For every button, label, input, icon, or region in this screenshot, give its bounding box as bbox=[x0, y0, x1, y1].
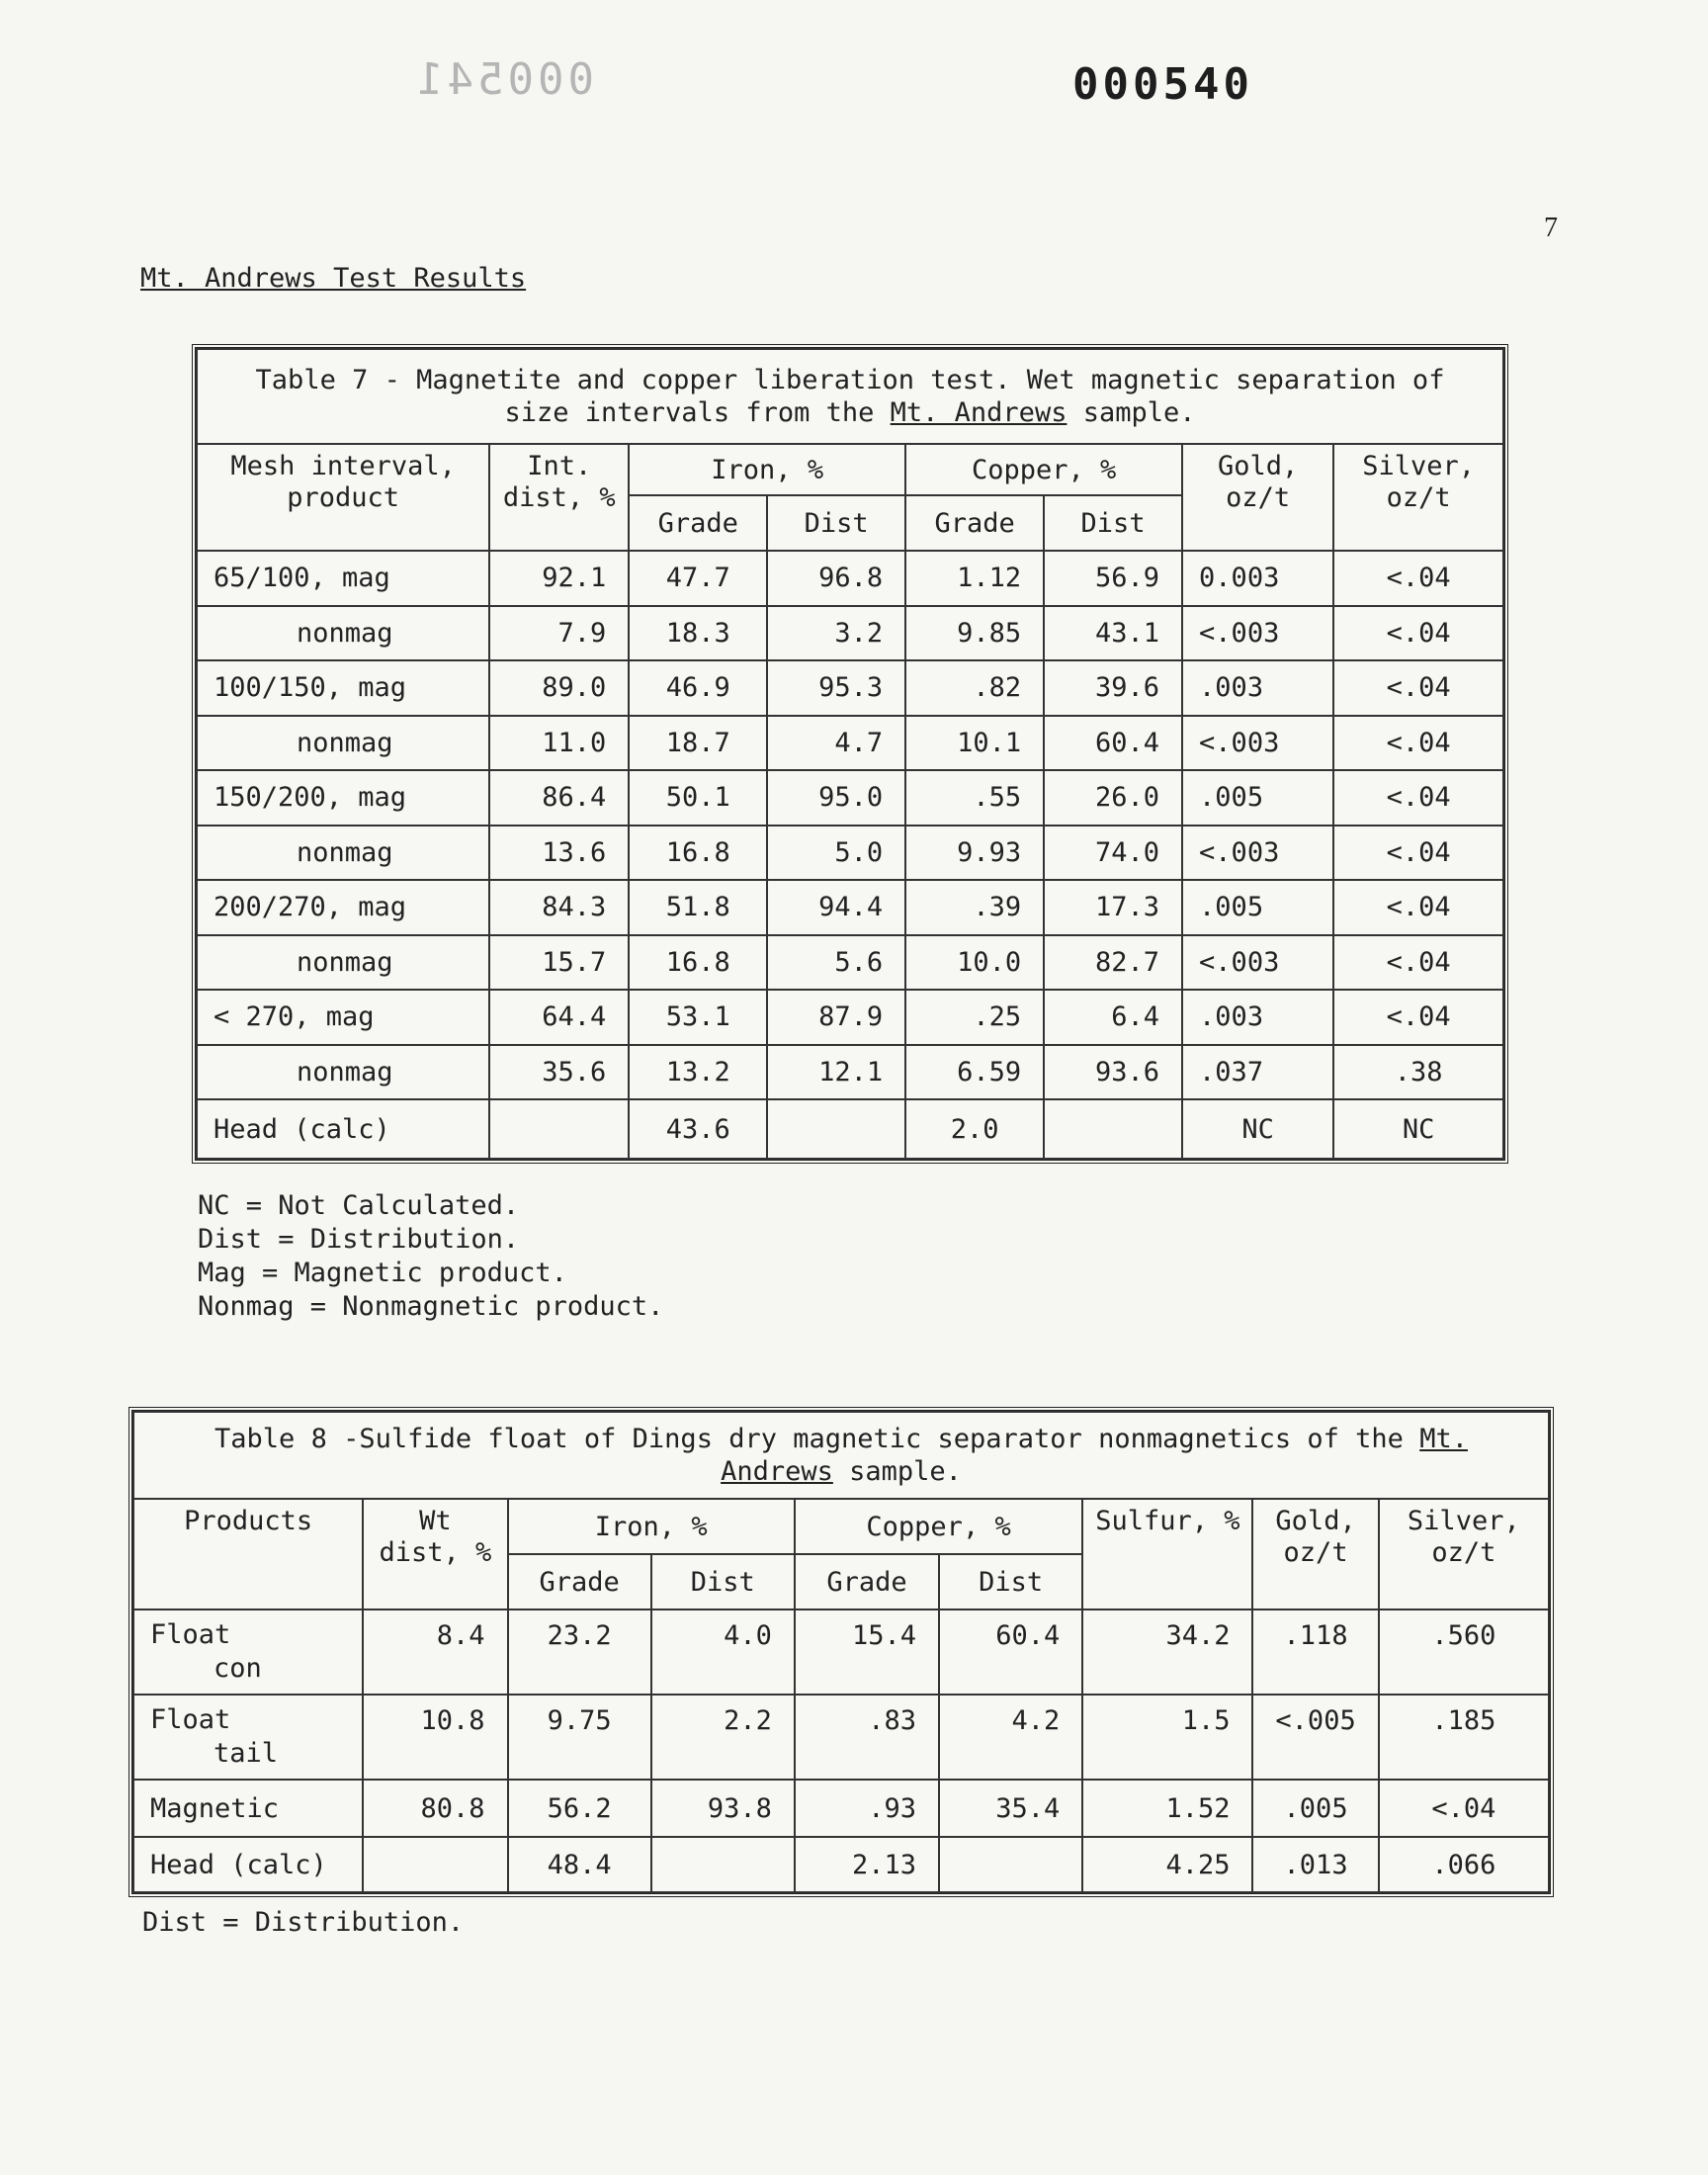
head-copper-grade: 2.13 bbox=[795, 1837, 939, 1892]
gold-cell: .005 bbox=[1182, 770, 1333, 826]
header-iron: Iron, % bbox=[508, 1499, 795, 1554]
int-dist-cell: 84.3 bbox=[489, 880, 629, 935]
gold-cell: .005 bbox=[1252, 1780, 1378, 1837]
head-gold: .013 bbox=[1252, 1837, 1378, 1892]
copper-dist-cell: 4.2 bbox=[939, 1695, 1082, 1780]
copper-grade-cell: 10.1 bbox=[905, 716, 1044, 771]
iron-grade-cell: 9.75 bbox=[508, 1695, 651, 1780]
silver-cell: .560 bbox=[1379, 1610, 1549, 1695]
int-dist-cell: 13.6 bbox=[489, 826, 629, 881]
copper-dist-cell: 56.9 bbox=[1044, 551, 1182, 606]
head-label: Head (calc) bbox=[197, 1099, 489, 1159]
int-dist-cell: 15.7 bbox=[489, 935, 629, 991]
iron-grade-cell: 23.2 bbox=[508, 1610, 651, 1695]
gold-cell: <.003 bbox=[1182, 716, 1333, 771]
head-label: Head (calc) bbox=[133, 1837, 363, 1892]
copper-dist-cell: 82.7 bbox=[1044, 935, 1182, 991]
row-label: nonmag bbox=[197, 716, 489, 771]
header-mesh-interval: Mesh interval, product bbox=[197, 444, 489, 551]
iron-grade-cell: 47.7 bbox=[629, 551, 767, 606]
header-gold: Gold, oz/t bbox=[1182, 444, 1333, 551]
iron-grade-cell: 50.1 bbox=[629, 770, 767, 826]
iron-dist-cell: 4.0 bbox=[651, 1610, 795, 1695]
gold-cell: .037 bbox=[1182, 1045, 1333, 1100]
table-row bbox=[133, 1695, 1549, 1780]
head-sulfur: 4.25 bbox=[1082, 1837, 1252, 1892]
copper-grade-cell: 1.12 bbox=[905, 551, 1044, 606]
iron-dist-cell: 3.2 bbox=[767, 606, 905, 661]
iron-dist-cell: 96.8 bbox=[767, 551, 905, 606]
copper-dist-cell: 60.4 bbox=[939, 1610, 1082, 1695]
header-int-dist: Int. dist, % bbox=[489, 444, 629, 551]
header-products: Products bbox=[133, 1499, 363, 1610]
sulfur-cell: 34.2 bbox=[1082, 1610, 1252, 1695]
iron-grade-cell: 46.9 bbox=[629, 660, 767, 716]
iron-dist-cell: 5.6 bbox=[767, 935, 905, 991]
silver-cell: <.04 bbox=[1333, 880, 1503, 935]
iron-grade-cell: 13.2 bbox=[629, 1045, 767, 1100]
header-silver: Silver, oz/t bbox=[1379, 1499, 1549, 1610]
product-label-cell bbox=[133, 1610, 363, 1695]
gold-cell: .003 bbox=[1182, 660, 1333, 716]
product-label: Float bbox=[150, 1704, 231, 1735]
head-iron-grade: 48.4 bbox=[508, 1837, 651, 1892]
iron-grade-cell: 18.7 bbox=[629, 716, 767, 771]
header-gold: Gold, oz/t bbox=[1252, 1499, 1378, 1610]
table-7-head-row bbox=[197, 1099, 1503, 1159]
head-silver: NC bbox=[1333, 1099, 1503, 1159]
page-number: 7 bbox=[1544, 213, 1558, 243]
header-copper: Copper, % bbox=[905, 444, 1182, 495]
iron-grade-cell: 56.2 bbox=[508, 1780, 651, 1837]
copper-dist-cell: 60.4 bbox=[1044, 716, 1182, 771]
header-copper-dist: Dist bbox=[1044, 495, 1182, 551]
table-row bbox=[197, 826, 1503, 881]
iron-grade-cell: 16.8 bbox=[629, 826, 767, 881]
iron-dist-cell: 95.3 bbox=[767, 660, 905, 716]
header-wt-dist: Wt dist, % bbox=[363, 1499, 507, 1610]
note-line: Nonmag = Nonmagnetic product. bbox=[198, 1291, 664, 1322]
header-iron-grade: Grade bbox=[629, 495, 767, 551]
iron-dist-cell: 95.0 bbox=[767, 770, 905, 826]
table-8 bbox=[128, 1407, 1554, 1897]
gold-cell: <.005 bbox=[1252, 1695, 1378, 1780]
copper-grade-cell: .83 bbox=[795, 1695, 939, 1780]
gold-cell: <.003 bbox=[1182, 606, 1333, 661]
row-label: nonmag bbox=[197, 826, 489, 881]
silver-cell: <.04 bbox=[1333, 826, 1503, 881]
copper-grade-cell: .93 bbox=[795, 1780, 939, 1837]
header-copper-grade: Grade bbox=[795, 1554, 939, 1610]
copper-dist-cell: 35.4 bbox=[939, 1780, 1082, 1837]
copper-grade-cell: .25 bbox=[905, 990, 1044, 1045]
copper-grade-cell: .39 bbox=[905, 880, 1044, 935]
int-dist-cell: 11.0 bbox=[489, 716, 629, 771]
table-7-notes bbox=[198, 1189, 663, 1324]
int-dist-cell: 89.0 bbox=[489, 660, 629, 716]
header-iron: Iron, % bbox=[629, 444, 905, 495]
wt-dist-cell: 8.4 bbox=[363, 1610, 507, 1695]
header-copper-grade: Grade bbox=[905, 495, 1044, 551]
table-8-body bbox=[133, 1610, 1549, 1837]
section-title: Mt. Andrews Test Results bbox=[140, 263, 527, 294]
sulfur-cell: 1.5 bbox=[1082, 1695, 1252, 1780]
table-7-body bbox=[197, 551, 1503, 1099]
copper-dist-cell: 39.6 bbox=[1044, 660, 1182, 716]
silver-cell: <.04 bbox=[1333, 990, 1503, 1045]
copper-grade-cell: 10.0 bbox=[905, 935, 1044, 991]
table-row bbox=[197, 990, 1503, 1045]
row-label: 65/100, mag bbox=[197, 551, 489, 606]
silver-cell: <.04 bbox=[1333, 935, 1503, 991]
silver-cell: .185 bbox=[1379, 1695, 1549, 1780]
header-iron-grade: Grade bbox=[508, 1554, 651, 1610]
note-line: NC = Not Calculated. bbox=[198, 1190, 520, 1221]
faded-bates-stamp: 000541 bbox=[413, 54, 594, 105]
header-copper: Copper, % bbox=[795, 1499, 1082, 1554]
table-8-caption: Table 8 -Sulfide float of Dings dry magnetic separator nonmagnetics of the Mt. Andrews sample. bbox=[133, 1412, 1549, 1499]
iron-grade-cell: 53.1 bbox=[629, 990, 767, 1045]
wt-dist-cell: 10.8 bbox=[363, 1695, 507, 1780]
table-row bbox=[197, 770, 1503, 826]
table-cell bbox=[939, 1837, 1082, 1892]
table-row bbox=[197, 716, 1503, 771]
copper-dist-cell: 6.4 bbox=[1044, 990, 1182, 1045]
silver-cell: <.04 bbox=[1333, 551, 1503, 606]
head-copper-grade: 2.0 bbox=[905, 1099, 1044, 1159]
table-cell bbox=[651, 1837, 795, 1892]
note-line: Mag = Magnetic product. bbox=[198, 1258, 567, 1288]
iron-dist-cell: 2.2 bbox=[651, 1695, 795, 1780]
copper-grade-cell: .82 bbox=[905, 660, 1044, 716]
int-dist-cell: 86.4 bbox=[489, 770, 629, 826]
table-cell bbox=[363, 1837, 507, 1892]
gold-cell: <.003 bbox=[1182, 935, 1333, 991]
silver-cell: <.04 bbox=[1333, 770, 1503, 826]
header-iron-dist: Dist bbox=[767, 495, 905, 551]
copper-grade-cell: 9.85 bbox=[905, 606, 1044, 661]
table-row bbox=[197, 935, 1503, 991]
table-row bbox=[197, 880, 1503, 935]
table-8-head-row bbox=[133, 1837, 1549, 1892]
header-copper-dist: Dist bbox=[939, 1554, 1082, 1610]
table-8-grid bbox=[132, 1411, 1550, 1893]
silver-cell: <.04 bbox=[1333, 716, 1503, 771]
table-row bbox=[197, 551, 1503, 606]
row-label: < 270, mag bbox=[197, 990, 489, 1045]
table-row bbox=[133, 1780, 1549, 1837]
gold-cell: .003 bbox=[1182, 990, 1333, 1045]
copper-dist-cell: 74.0 bbox=[1044, 826, 1182, 881]
product-sublabel: tail bbox=[214, 1738, 279, 1769]
product-label: Float bbox=[150, 1619, 231, 1650]
row-label: nonmag bbox=[197, 1045, 489, 1100]
head-gold: NC bbox=[1182, 1099, 1333, 1159]
table-7-grid bbox=[196, 348, 1504, 1160]
iron-grade-cell: 16.8 bbox=[629, 935, 767, 991]
silver-cell: <.04 bbox=[1333, 660, 1503, 716]
copper-grade-cell: .55 bbox=[905, 770, 1044, 826]
table-cell bbox=[767, 1099, 905, 1159]
product-sublabel: con bbox=[214, 1653, 262, 1684]
sulfur-cell: 1.52 bbox=[1082, 1780, 1252, 1837]
silver-cell: .38 bbox=[1333, 1045, 1503, 1100]
copper-dist-cell: 93.6 bbox=[1044, 1045, 1182, 1100]
table-row bbox=[197, 606, 1503, 661]
silver-cell: <.04 bbox=[1379, 1780, 1549, 1837]
table-cell bbox=[489, 1099, 629, 1159]
iron-grade-cell: 18.3 bbox=[629, 606, 767, 661]
product-label-cell bbox=[133, 1695, 363, 1780]
row-label: nonmag bbox=[197, 935, 489, 991]
table-cell bbox=[1044, 1099, 1182, 1159]
bates-stamp: 000540 bbox=[1072, 59, 1253, 110]
silver-cell: <.04 bbox=[1333, 606, 1503, 661]
copper-dist-cell: 17.3 bbox=[1044, 880, 1182, 935]
int-dist-cell: 35.6 bbox=[489, 1045, 629, 1100]
gold-cell: .118 bbox=[1252, 1610, 1378, 1695]
head-silver: .066 bbox=[1379, 1837, 1549, 1892]
table-7 bbox=[192, 344, 1508, 1164]
header-sulfur: Sulfur, % bbox=[1082, 1499, 1252, 1610]
iron-dist-cell: 93.8 bbox=[651, 1780, 795, 1837]
table-row bbox=[197, 660, 1503, 716]
row-label: 150/200, mag bbox=[197, 770, 489, 826]
iron-dist-cell: 94.4 bbox=[767, 880, 905, 935]
iron-dist-cell: 5.0 bbox=[767, 826, 905, 881]
copper-grade-cell: 9.93 bbox=[905, 826, 1044, 881]
int-dist-cell: 64.4 bbox=[489, 990, 629, 1045]
note-line: Dist = Distribution. bbox=[198, 1224, 520, 1255]
iron-dist-cell: 4.7 bbox=[767, 716, 905, 771]
table-row bbox=[133, 1610, 1549, 1695]
copper-dist-cell: 43.1 bbox=[1044, 606, 1182, 661]
product-label: Magnetic bbox=[150, 1793, 280, 1824]
int-dist-cell: 7.9 bbox=[489, 606, 629, 661]
header-iron-dist: Dist bbox=[651, 1554, 795, 1610]
table-8-note: Dist = Distribution. bbox=[142, 1907, 465, 1938]
copper-grade-cell: 15.4 bbox=[795, 1610, 939, 1695]
table-7-caption: Table 7 - Magnetite and copper liberation test. Wet magnetic separation of size intervals from the Mt. Andrews sample. bbox=[197, 349, 1503, 444]
gold-cell: .005 bbox=[1182, 880, 1333, 935]
head-iron-grade: 43.6 bbox=[629, 1099, 767, 1159]
row-label: nonmag bbox=[197, 606, 489, 661]
row-label: 200/270, mag bbox=[197, 880, 489, 935]
iron-dist-cell: 12.1 bbox=[767, 1045, 905, 1100]
int-dist-cell: 92.1 bbox=[489, 551, 629, 606]
header-silver: Silver, oz/t bbox=[1333, 444, 1503, 551]
product-label-cell bbox=[133, 1780, 363, 1837]
iron-grade-cell: 51.8 bbox=[629, 880, 767, 935]
gold-cell: <.003 bbox=[1182, 826, 1333, 881]
row-label: 100/150, mag bbox=[197, 660, 489, 716]
copper-grade-cell: 6.59 bbox=[905, 1045, 1044, 1100]
table-row bbox=[197, 1045, 1503, 1100]
wt-dist-cell: 80.8 bbox=[363, 1780, 507, 1837]
iron-dist-cell: 87.9 bbox=[767, 990, 905, 1045]
copper-dist-cell: 26.0 bbox=[1044, 770, 1182, 826]
gold-cell: 0.003 bbox=[1182, 551, 1333, 606]
